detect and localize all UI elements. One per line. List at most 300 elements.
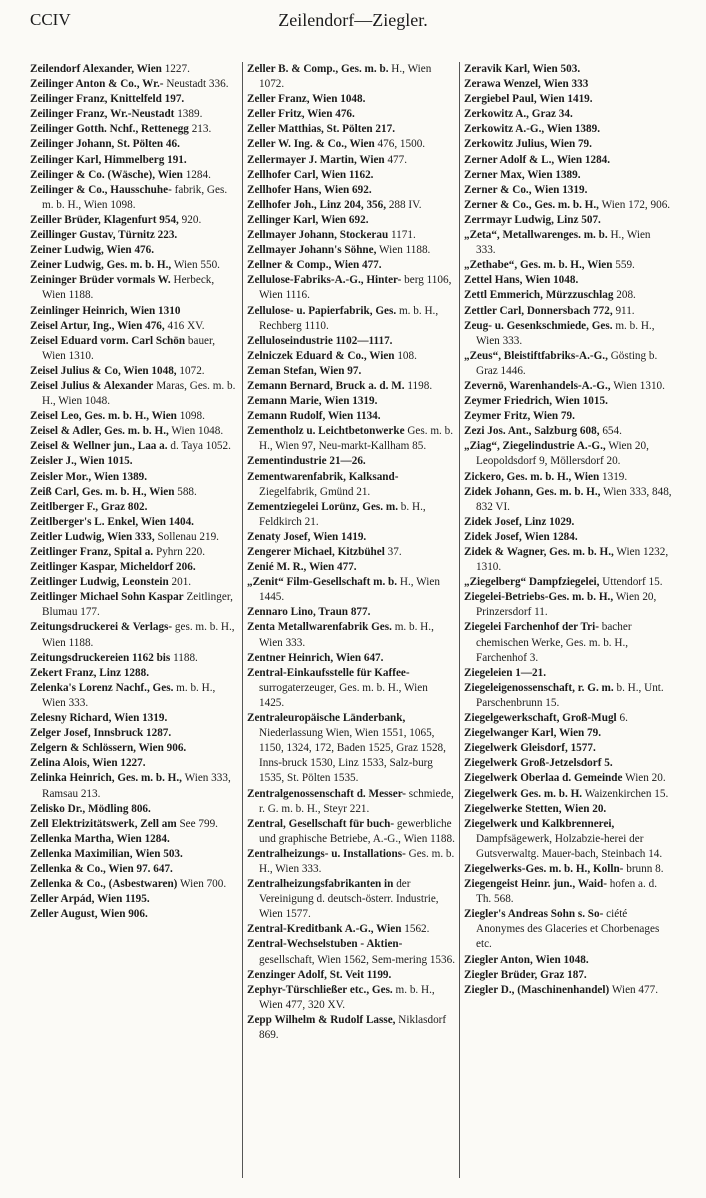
entry-name: Zerner Adolf & L., Wien 1284. — [464, 153, 611, 166]
entry-name: Zeisler Mor., Wien 1389. — [30, 470, 148, 483]
entry-details: ciété Anonymes des Glaceries et Chorbenages etc. — [476, 908, 660, 951]
directory-entry — [464, 349, 672, 379]
directory-entry — [464, 953, 672, 968]
directory-entry — [30, 877, 238, 892]
entry-name: Zeitlinger Michael Sohn Kaspar — [30, 591, 184, 604]
entry-details: H., Wien 1445. — [259, 576, 440, 604]
entry-details: Ziegelfabrik, Gmünd 21. — [259, 485, 371, 498]
page-number: CCIV — [30, 10, 71, 29]
directory-entry — [247, 349, 455, 364]
directory-entry — [247, 575, 455, 605]
entry-details: Wien 477. — [611, 983, 658, 996]
entry-details: Wien 1232, 1310. — [476, 546, 669, 574]
directory-entry — [247, 92, 455, 107]
page-title: Zeilendorf—Ziegler. — [278, 10, 428, 30]
entry-details: Wien 20. — [625, 772, 666, 785]
entry-name: Zevernö, Warenhandels-A.-G., — [464, 379, 611, 392]
entry-name: Zellinger Karl, Wien 692. — [247, 213, 369, 226]
directory-entry — [247, 454, 455, 469]
entry-details: Wien 700. — [180, 878, 227, 891]
entry-details: Uttendorf 15. — [602, 576, 663, 589]
directory-entry — [30, 92, 238, 107]
entry-name: Zelenka's Lorenz Nachf., Ges. — [30, 681, 174, 694]
directory-entry — [30, 530, 238, 545]
directory-entry — [464, 907, 672, 952]
entry-name: Zentral-Einkaufsstelle für Kaffee- — [247, 666, 410, 679]
entry-name: Zidek Josef, Wien 1284. — [464, 530, 578, 543]
directory-entry — [464, 288, 672, 303]
entry-name: Zettel Hans, Wien 1048. — [464, 274, 579, 287]
directory-entry — [464, 983, 672, 998]
entry-name: Ziegelwerk und Kalkbrennerei, — [464, 817, 615, 830]
entry-name: Zelgern & Schlössern, Wien 906. — [30, 742, 187, 755]
directory-entry — [247, 1013, 455, 1043]
directory-entry — [464, 681, 672, 711]
directory-entry — [464, 968, 672, 983]
entry-details: 213. — [191, 123, 212, 136]
directory-entry — [247, 243, 455, 258]
directory-entry — [247, 605, 455, 620]
entry-name: Zeiner Ludwig, Ges. m. b. H., — [30, 259, 172, 272]
directory-entry — [30, 364, 238, 379]
entry-name: Zeug- u. Gesenkschmiede, Ges. — [464, 319, 613, 332]
entry-name: Zeller B. & Comp., Ges. m. b. — [247, 63, 389, 75]
directory-entry — [464, 787, 672, 802]
entry-details: ges. m. b. H., Wien 1188. — [42, 621, 235, 649]
entry-details: Niklasdorf 869. — [259, 1013, 447, 1041]
directory-entry — [247, 666, 455, 711]
entry-name: Zickero, Ges. m. b. H., Wien — [464, 470, 600, 483]
directory-entry — [464, 771, 672, 786]
directory-entry — [464, 530, 672, 545]
page-header — [30, 10, 676, 38]
entry-details: m. b. H., Wien 333. — [476, 319, 655, 347]
entry-details: Wien 1048. — [171, 425, 224, 438]
entry-details: Sollenau 219. — [157, 530, 219, 543]
entry-details: 476, 1500. — [377, 138, 426, 151]
directory-entry — [30, 424, 238, 439]
entry-name: Ziegelei Farchenhof der Tri- — [464, 621, 599, 634]
entry-name: Zementholz u. Leichtbetonwerke — [247, 425, 405, 438]
entry-name: Zelesny Richard, Wien 1319. — [30, 712, 168, 725]
entry-name: Ziegelei-Betriebs-Ges. m. b. H., — [464, 591, 614, 604]
entry-name: Zeilinger Franz, Knittelfeld 197. — [30, 93, 185, 106]
entry-details: See 799. — [179, 817, 218, 830]
directory-entry — [247, 983, 455, 1013]
entry-details: 1198. — [407, 379, 433, 392]
entry-details: m. b. H., Wien 333. — [42, 681, 216, 709]
entry-name: Zeller Matthias, St. Pölten 217. — [247, 123, 396, 136]
entry-details: 416 XV. — [167, 319, 205, 332]
directory-entry — [464, 273, 672, 288]
entry-details: Niederlassung Wien, Wien 1551, 1065, 1150, 1324, 172, Baden 1525, Graz 1528, Inns-bruck 1530, Linz 1533, Salz-burg 1535, St. Pölten 1535. — [259, 727, 446, 785]
entry-name: Ziegler D., (Maschinenhandel) — [464, 983, 610, 996]
directory-entry — [30, 892, 238, 907]
directory-entry — [247, 424, 455, 454]
entry-name: Ziegler Brüder, Graz 187. — [464, 968, 587, 981]
entry-name: Zeilinger & Co., Hausschuhe- — [30, 183, 172, 196]
entry-name: Zeravik Karl, Wien 503. — [464, 63, 581, 75]
entry-name: Zentner Heinrich, Wien 647. — [247, 651, 384, 664]
entry-name: Ziegelwerks-Ges. m. b. H., Kolln- — [464, 862, 624, 875]
entry-name: Zellermayer J. Martin, Wien — [247, 153, 385, 166]
entry-name: Zeisel & Wellner jun., Laa a. — [30, 440, 168, 453]
entry-name: Zennaro Lino, Traun 877. — [247, 606, 371, 619]
entry-name: Zentral-Wechselstuben - Aktien- — [247, 938, 403, 951]
directory-entry — [464, 228, 672, 258]
entry-details: Wien 172, 906. — [601, 198, 671, 211]
entry-details: 477. — [387, 153, 408, 166]
directory-entry — [464, 877, 672, 907]
entry-name: Zementziegelei Lorünz, Ges. m. — [247, 500, 398, 513]
directory-entry — [247, 213, 455, 228]
entry-name: Ziegelwanger Karl, Wien 79. — [464, 727, 602, 740]
directory-entry — [247, 847, 455, 877]
entry-name: Zidek Josef, Linz 1029. — [464, 515, 575, 528]
directory-entry — [30, 334, 238, 364]
entry-name: Zidek Johann, Ges. m. b. H., — [464, 485, 601, 498]
entry-name: Zeller Franz, Wien 1048. — [247, 93, 366, 106]
entry-details: Wien 1188. — [379, 244, 431, 257]
column-1 — [30, 62, 238, 1180]
directory-entry — [247, 137, 455, 152]
directory-entry — [247, 153, 455, 168]
entry-name: Zeller Arpád, Wien 1195. — [30, 893, 150, 906]
entry-name: Zelinka Heinrich, Ges. m. b. H., — [30, 772, 182, 785]
entry-name: Zettl Emmerich, Mürzzuschlag — [464, 289, 614, 302]
entry-details: 6. — [619, 712, 628, 725]
directory-entry — [464, 137, 672, 152]
entry-name: Zentral-Kreditbank A.-G., Wien — [247, 923, 402, 936]
entry-name: Ziegelwerk Oberlaa d. Gemeinde — [464, 772, 623, 785]
directory-entry — [464, 817, 672, 862]
directory-entry — [464, 319, 672, 349]
directory-entry — [464, 183, 672, 198]
entry-name: Zeisel Julius & Alexander — [30, 379, 154, 392]
entry-details: hofen a. d. Th. 568. — [476, 878, 657, 906]
entry-details: 1098. — [179, 410, 205, 423]
directory-entry — [30, 847, 238, 862]
directory-entry — [464, 485, 672, 515]
directory-entry — [247, 530, 455, 545]
directory-entry — [30, 711, 238, 726]
entry-name: Zeininger Brüder vormals W. — [30, 274, 171, 287]
entry-name: Zelniczek Eduard & Co., Wien — [247, 349, 395, 362]
directory-entry — [30, 485, 238, 500]
entry-name: Zeymer Fritz, Wien 79. — [464, 410, 575, 423]
directory-entry — [464, 862, 672, 877]
entry-name: Zellenka Maximilian, Wien 503. — [30, 847, 183, 860]
entry-name: Zementindustrie 21—26. — [247, 455, 366, 468]
entry-name: Zellenka & Co., Wien 97. 647. — [30, 862, 173, 875]
directory-entry — [247, 470, 455, 500]
entry-details: 559. — [615, 259, 635, 272]
directory-entry — [30, 575, 238, 590]
directory-entry — [30, 439, 238, 454]
entry-name: Zeilinger Johann, St. Pölten 46. — [30, 138, 180, 151]
directory-entry — [247, 304, 455, 334]
directory-entry — [247, 364, 455, 379]
entry-name: Zeilinger & Co. (Wäsche), Wien — [30, 168, 183, 181]
entry-name: Zeitlinger Franz, Spital a. — [30, 546, 154, 558]
directory-entry — [464, 726, 672, 741]
directory-entry — [464, 92, 672, 107]
directory-entry — [247, 168, 455, 183]
entry-name: Zeillinger Gustav, Türnitz 223. — [30, 229, 178, 242]
directory-entry — [30, 243, 238, 258]
entry-name: Zeinlinger Heinrich, Wien 1310 — [30, 304, 181, 317]
entry-name: Zengerer Michael, Kitzbühel — [247, 546, 385, 558]
entry-name: Zepp Wilhelm & Rudolf Lasse, — [247, 1013, 396, 1026]
directory-entry — [30, 545, 238, 560]
entry-name: Zemann Rudolf, Wien 1134. — [247, 410, 381, 423]
entry-name: Zeisel Eduard vorm. Carl Schön — [30, 334, 186, 347]
entry-name: Zemann Bernard, Bruck a. d. M. — [247, 379, 405, 392]
directory-entry — [30, 454, 238, 469]
entry-name: Zeman Stefan, Wien 97. — [247, 364, 362, 377]
entry-details: Wien 333, 848, 832 VI. — [476, 485, 672, 513]
directory-entry — [464, 153, 672, 168]
directory-entry — [464, 741, 672, 756]
directory-entry — [30, 515, 238, 530]
directory-entry — [30, 183, 238, 213]
entry-name: Ziegelwerk Groß-Jetzelsdorf 5. — [464, 757, 613, 770]
entry-name: Zelger Josef, Innsbruck 1287. — [30, 727, 172, 740]
directory-entry — [30, 62, 238, 77]
entry-name: „Ziag“, Ziegelindustrie A.-G., — [464, 440, 606, 453]
entry-details: bacher chemischen Werke, Ges. m. b. H., Farchenhof 3. — [476, 621, 632, 664]
entry-details: Wien 20, Prinzersdorf 11. — [476, 591, 657, 619]
directory-entry — [247, 922, 455, 937]
entry-details: 1072. — [179, 364, 205, 377]
entry-name: Zeitlberger F., Graz 802. — [30, 500, 148, 513]
directory-entry — [464, 620, 672, 665]
directory-entry — [247, 500, 455, 530]
entry-details: 208. — [616, 289, 636, 302]
directory-entry — [247, 545, 455, 560]
directory-entry — [247, 62, 455, 92]
entry-details: d. Taya 1052. — [170, 440, 231, 453]
entry-details: m. b. H., Wien 333. — [259, 621, 434, 649]
entry-name: Zeilinger Gotth. Nchf., Rettenegg — [30, 123, 189, 136]
directory-entry — [247, 183, 455, 198]
directory-entry — [30, 907, 238, 922]
entry-name: Zeitlberger's L. Enkel, Wien 1404. — [30, 515, 194, 528]
entry-details: 1171. — [391, 229, 416, 242]
entry-details: surrogaterzeuger, Ges. m. b. H., Wien 1425. — [259, 681, 428, 709]
entry-details: berg 1106, Wien 1116. — [259, 274, 452, 302]
directory-entry — [247, 620, 455, 650]
entry-details: 1227. — [164, 63, 190, 75]
entry-details: 37. — [387, 546, 402, 558]
entry-name: Zentralgenossenschaft d. Messer- — [247, 787, 406, 800]
directory-entry — [30, 560, 238, 575]
entry-name: Zerawa Wenzel, Wien 333 — [464, 78, 589, 91]
entry-name: Zerrmayr Ludwig, Linz 507. — [464, 213, 601, 226]
entry-name: Zelluloseindustrie 1102—1117. — [247, 334, 393, 347]
directory-entry — [247, 228, 455, 243]
directory-entry — [247, 877, 455, 922]
directory-entry — [30, 817, 238, 832]
directory-entry — [30, 741, 238, 756]
entry-name: Zerner & Co., Ges. m. b. H., — [464, 198, 599, 211]
directory-entry — [464, 409, 672, 424]
directory-entry — [247, 409, 455, 424]
directory-entry — [464, 62, 672, 77]
directory-entry — [464, 802, 672, 817]
directory-entry — [464, 77, 672, 92]
entry-name: Zidek & Wagner, Ges. m. b. H., — [464, 546, 614, 558]
entry-name: Zeitungsdruckereien 1162 bis — [30, 651, 171, 664]
directory-entry — [247, 273, 455, 303]
directory-entry — [247, 651, 455, 666]
entry-details: Wien 550. — [173, 259, 220, 272]
directory-entry — [464, 515, 672, 530]
entry-name: Zeitlinger Kaspar, Micheldorf 206. — [30, 561, 196, 574]
entry-details: Neustadt 336. — [166, 78, 229, 91]
directory-entry — [464, 439, 672, 469]
directory-entry — [30, 379, 238, 409]
directory-entry — [464, 168, 672, 183]
entry-details: Zeitlinger, Blumau 177. — [42, 591, 233, 619]
entry-details: 1188. — [173, 651, 198, 664]
directory-entry — [30, 651, 238, 666]
entry-details: Wien 20, Leopoldsdorf 9, Möllersdorf 20. — [476, 440, 649, 468]
directory-entry — [247, 258, 455, 273]
directory-entry — [247, 394, 455, 409]
entry-name: Ziegler's Andreas Sohn s. So- — [464, 908, 604, 921]
entry-details: der Vereinigung d. deutsch-österr. Industrie, Wien 1577. — [259, 878, 439, 921]
entry-name: Zeisel Leo, Ges. m. b. H., Wien — [30, 410, 177, 423]
directory-entry — [30, 228, 238, 243]
directory-entry — [30, 500, 238, 515]
entry-name: Zellmayer Johann's Söhne, — [247, 244, 377, 257]
entry-name: Zerkowitz A., Graz 34. — [464, 108, 573, 121]
directory-entry — [30, 409, 238, 424]
entry-name: Zeitler Ludwig, Wien 333, — [30, 530, 155, 543]
directory-entry — [30, 620, 238, 650]
entry-name: Zeiß Carl, Ges. m. b. H., Wien — [30, 485, 175, 498]
directory-entry — [30, 802, 238, 817]
entry-details: 288 IV. — [388, 198, 422, 211]
entry-details: m. b. H., Rechberg 1110. — [259, 304, 439, 332]
directory-entry — [247, 107, 455, 122]
directory-entry — [464, 379, 672, 394]
entry-name: Zerkowitz Julius, Wien 79. — [464, 138, 592, 151]
entry-details: b. H., Unt. Parschenbrunn 15. — [476, 681, 664, 709]
entry-details: Wien 333, Ramsau 213. — [42, 772, 231, 800]
entry-name: Zeisel Artur, Ing., Wien 476, — [30, 319, 165, 332]
entry-details: brunn 8. — [626, 862, 664, 875]
entry-name: „Zethabe“, Ges. m. b. H., Wien — [464, 259, 613, 272]
directory-entry — [30, 590, 238, 620]
directory-entry — [247, 968, 455, 983]
entry-name: Zellulose- u. Papierfabrik, Ges. — [247, 304, 397, 317]
directory-entry — [464, 122, 672, 137]
directory-entry — [464, 394, 672, 409]
entry-name: Zeller Fritz, Wien 476. — [247, 108, 355, 121]
column-3 — [464, 62, 672, 1180]
entry-name: Zemann Marie, Wien 1319. — [247, 395, 378, 408]
directory-entry — [30, 137, 238, 152]
entry-details: Dampfsägewerk, Holzabzie-herei der Gutsverwaltg. Mauer-bach, Steinbach 14. — [476, 832, 663, 860]
entry-details: Herbeck, Wien 1188. — [42, 274, 215, 302]
entry-details: 1389. — [177, 108, 203, 121]
entry-name: Ziegelwerk Gleisdorf, 1577. — [464, 742, 596, 755]
directory-entry — [247, 817, 455, 847]
entry-name: Zellhofer Hans, Wien 692. — [247, 183, 372, 196]
entry-name: Zerkowitz A.-G., Wien 1389. — [464, 123, 601, 136]
entry-details: H., Wien 333. — [476, 229, 651, 257]
entry-name: Zeisler J., Wien 1015. — [30, 455, 133, 468]
entry-name: Zeilendorf Alexander, Wien — [30, 63, 162, 75]
entry-name: Zeymer Friedrich, Wien 1015. — [464, 395, 608, 408]
entry-details: H., Wien 1072. — [259, 63, 432, 91]
directory-entry — [30, 832, 238, 847]
entry-name: Ziegeleien 1—21. — [464, 666, 547, 679]
entry-details: 1562. — [404, 923, 430, 936]
directory-entry — [30, 168, 238, 183]
directory-entry — [30, 304, 238, 319]
directory-entry — [464, 304, 672, 319]
entry-name: Zerner & Co., Wien 1319. — [464, 183, 588, 196]
entry-details: gesellschaft, Wien 1562, Sem-mering 1536. — [259, 953, 455, 966]
directory-entry — [247, 379, 455, 394]
entry-name: Zentral, Gesellschaft für buch- — [247, 817, 395, 830]
directory-entry — [464, 711, 672, 726]
entry-details: bauer, Wien 1310. — [42, 334, 216, 362]
directory-entry — [247, 122, 455, 137]
entry-name: Zellmayer Johann, Stockerau — [247, 229, 389, 242]
entry-details: 108. — [397, 349, 417, 362]
entry-details: 1284. — [185, 168, 211, 181]
directory-entry — [30, 862, 238, 877]
entry-name: Zeitlinger Ludwig, Leonstein — [30, 576, 169, 589]
entry-name: Zeilinger Karl, Himmelberg 191. — [30, 153, 187, 166]
entry-name: Zeilinger Franz, Wr.-Neustadt — [30, 108, 175, 121]
directory-entry — [30, 726, 238, 741]
entry-name: Zeisel Julius & Co, Wien 1048, — [30, 364, 177, 377]
directory-entry — [30, 213, 238, 228]
entry-details: Ges. m. b. H., Wien 333. — [259, 847, 455, 875]
entry-name: „Zeus“, Bleistiftfabriks-A.-G., — [464, 349, 608, 362]
entry-name: Zellulose-Fabriks-A.-G., Hinter- — [247, 274, 402, 287]
directory-entry — [30, 771, 238, 801]
directory-entry — [30, 122, 238, 137]
directory-entry — [464, 258, 672, 273]
directory-entry — [247, 334, 455, 349]
entry-details: Ges. m. b. H., Wien 97, Neu-markt-Kallham 85. — [259, 425, 454, 453]
entry-name: Zeiller Brüder, Klagenfurt 954, — [30, 213, 179, 226]
entry-name: „Zeta“, Metallwarenges. m. b. — [464, 229, 608, 242]
entry-name: Ziegelwerke Stetten, Wien 20. — [464, 802, 607, 815]
entry-name: Zenaty Josef, Wien 1419. — [247, 530, 367, 543]
directory-entry — [464, 213, 672, 228]
directory-entry — [30, 470, 238, 485]
directory-entry — [247, 560, 455, 575]
entry-name: Zentraleuropäische Länderbank, — [247, 712, 406, 725]
entry-name: „Zenit“ Film-Gesellschaft m. b. — [247, 576, 398, 589]
columns — [30, 62, 680, 1180]
entry-name: Zekert Franz, Linz 1288. — [30, 666, 150, 679]
entry-details: fabrik, Ges. m. b. H., Wien 1098. — [42, 183, 228, 211]
directory-entry — [464, 756, 672, 771]
entry-name: Zellenka & Co., (Asbestwaren) — [30, 878, 178, 891]
entry-name: Zeller W. Ing. & Co., Wien — [247, 138, 375, 151]
entry-details: 654. — [602, 425, 622, 438]
entry-name: Ziegeleigenossenschaft, r. G. m. — [464, 681, 614, 694]
entry-name: Zelina Alois, Wien 1227. — [30, 757, 146, 770]
